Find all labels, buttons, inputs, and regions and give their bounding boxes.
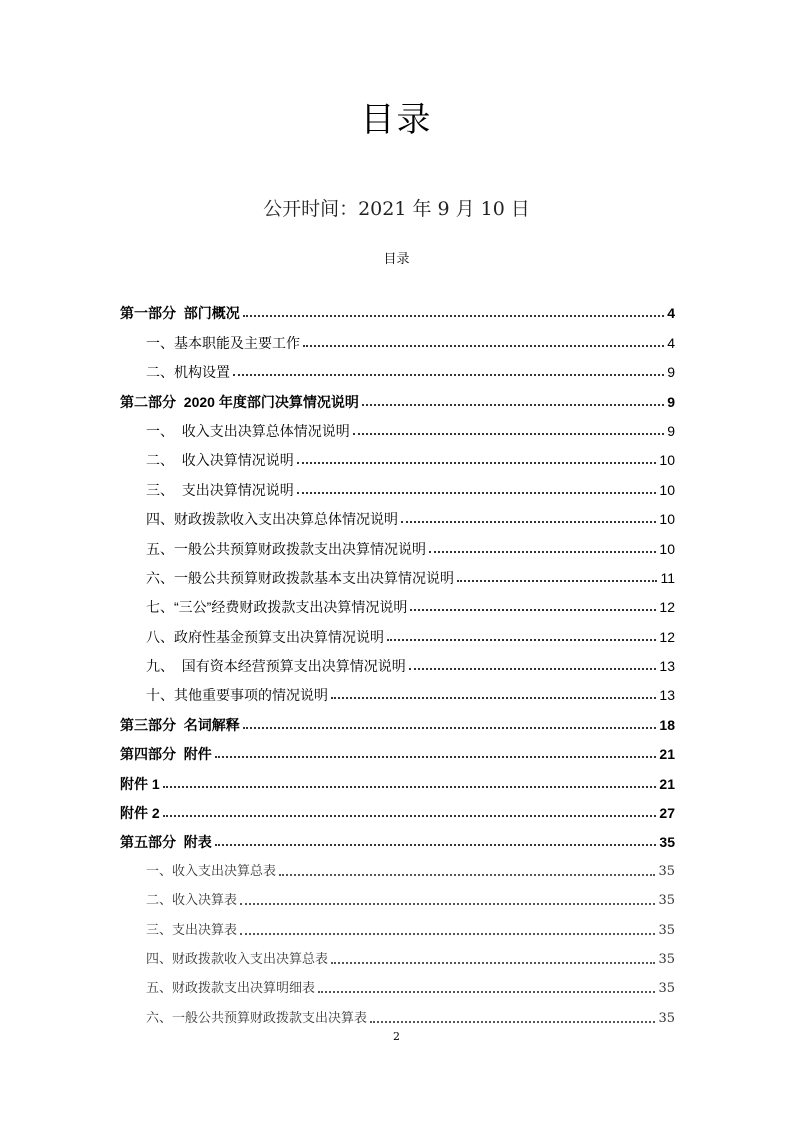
toc-entry[interactable] xyxy=(120,646,675,675)
toc-entry-page: 35 xyxy=(659,834,675,851)
toc-entry-text: 十、其他重要事项的情况说明 xyxy=(146,687,328,704)
toc-entry-page: 35 xyxy=(658,981,675,997)
dot-leader xyxy=(409,668,657,670)
toc-entry-text: 九、 国有资本经营预算支出决算情况说明 xyxy=(146,658,406,675)
toc-entry-text: 第五部分 附表 xyxy=(120,834,212,851)
page-number: 2 xyxy=(393,1030,400,1043)
dot-leader xyxy=(297,492,657,494)
dot-leader xyxy=(303,345,664,347)
dot-leader xyxy=(331,962,655,964)
dot-leader xyxy=(318,991,655,993)
toc-entry-text: 附件 1 xyxy=(120,775,160,792)
toc-entry-page: 10 xyxy=(659,540,675,557)
toc-entry[interactable] xyxy=(120,763,675,792)
toc-entry[interactable] xyxy=(120,675,675,704)
toc-entry-page: 35 xyxy=(658,893,675,909)
toc-entry-page: 35 xyxy=(658,922,675,938)
dot-leader xyxy=(362,404,664,406)
dot-leader xyxy=(279,874,655,876)
toc-entry-page: 35 xyxy=(658,1010,675,1026)
toc-entry-text: 三、 支出决算情况说明 xyxy=(146,481,294,498)
toc-entry-text: 一、基本职能及主要工作 xyxy=(146,334,300,351)
toc-entry-text: 三、支出决算表 xyxy=(146,922,238,938)
dot-leader xyxy=(429,551,656,553)
dot-leader xyxy=(370,1021,655,1023)
toc-entry[interactable] xyxy=(120,940,675,969)
toc-entry-page: 10 xyxy=(659,511,675,528)
toc-entry[interactable] xyxy=(120,969,675,998)
toc-entry-page: 9 xyxy=(667,393,675,410)
toc-entry-page: 4 xyxy=(667,305,675,322)
toc-entry-text: 一、收入支出决算总表 xyxy=(146,863,277,879)
dot-leader xyxy=(401,521,656,523)
toc-entry-text: 六、一般公共预算财政拨款基本支出决算情况说明 xyxy=(146,569,454,586)
dot-leader xyxy=(243,315,664,317)
toc-entry-page: 11 xyxy=(660,569,675,586)
toc-entry-page: 18 xyxy=(659,716,675,733)
toc-entry-text: 第一部分 部门概况 xyxy=(120,305,240,322)
dot-leader xyxy=(410,609,656,611)
dot-leader xyxy=(240,903,655,905)
toc-entry[interactable] xyxy=(120,322,675,351)
dot-leader xyxy=(457,580,657,582)
toc-entry-page: 9 xyxy=(667,364,675,381)
toc-entry[interactable] xyxy=(120,381,675,410)
toc-entry-text: 二、收入决算表 xyxy=(146,893,238,909)
page-title: 目录 xyxy=(360,100,433,140)
toc-entry-text: 第三部分 名词解释 xyxy=(120,716,240,733)
toc-entry[interactable] xyxy=(120,499,675,528)
dot-leader xyxy=(387,639,656,641)
toc-entry-page: 13 xyxy=(659,687,675,704)
toc-entry-text: 二、 收入决算情况说明 xyxy=(146,452,294,469)
toc-subtitle: 目录 xyxy=(383,252,410,267)
toc-entry-page: 12 xyxy=(659,628,675,645)
toc-entry-page: 9 xyxy=(667,422,675,439)
toc-entry-page: 35 xyxy=(658,951,675,967)
toc-entry-page: 4 xyxy=(667,334,675,351)
toc-entry[interactable] xyxy=(120,704,675,733)
dot-leader xyxy=(163,786,657,788)
toc-entry[interactable] xyxy=(120,411,675,440)
dot-leader xyxy=(297,462,657,464)
toc-entry-page: 12 xyxy=(659,599,675,616)
toc-entry-page: 13 xyxy=(659,658,675,675)
toc-entry[interactable] xyxy=(120,440,675,469)
toc-entry-text: 七、“三公”经费财政拨款支出决算情况说明 xyxy=(146,599,408,616)
toc-entry[interactable] xyxy=(120,881,675,910)
dot-leader xyxy=(331,697,656,699)
toc-entry[interactable] xyxy=(120,528,675,557)
toc-entry[interactable] xyxy=(120,293,675,322)
toc-entry[interactable] xyxy=(120,587,675,616)
dot-leader xyxy=(215,844,657,846)
toc-entry[interactable] xyxy=(120,851,675,880)
toc-entry-text: 五、一般公共预算财政拨款支出决算情况说明 xyxy=(146,540,426,557)
toc-entry-text: 第四部分 附件 xyxy=(120,746,212,763)
toc-entry-page: 21 xyxy=(659,775,675,792)
toc-entry[interactable] xyxy=(120,734,675,763)
toc-entry-text: 四、财政拨款收入支出决算总表 xyxy=(146,951,329,967)
toc-entry-text: 一、 收入支出决算总体情况说明 xyxy=(146,422,350,439)
toc-entry-text: 第二部分 2020 年度部门决算情况说明 xyxy=(120,393,359,410)
toc-entry-page: 21 xyxy=(659,746,675,763)
toc-entry[interactable] xyxy=(120,616,675,645)
dot-leader xyxy=(233,374,664,376)
dot-leader xyxy=(215,756,657,758)
toc-entry-text: 五、财政拨款支出决算明细表 xyxy=(146,981,316,997)
toc-entry-page: 35 xyxy=(658,863,675,879)
dot-leader xyxy=(353,433,664,435)
dot-leader xyxy=(243,727,657,729)
toc-entry-text: 八、政府性基金预算支出决算情况说明 xyxy=(146,628,384,645)
toc-entry[interactable] xyxy=(120,910,675,939)
publish-date: 公开时间：2021 年 9 月 10 日 xyxy=(263,198,530,220)
toc-entry-text: 二、机构设置 xyxy=(146,364,230,381)
dot-leader xyxy=(163,815,657,817)
toc-entry[interactable] xyxy=(120,469,675,498)
toc-entry-page: 10 xyxy=(659,452,675,469)
toc-entry[interactable] xyxy=(120,998,675,1027)
toc-entry[interactable] xyxy=(120,352,675,381)
toc-entry[interactable] xyxy=(120,558,675,587)
toc-entry-text: 六、一般公共预算财政拨款支出决算表 xyxy=(146,1010,368,1026)
table-of-contents xyxy=(120,293,675,1028)
toc-entry-text: 四、财政拨款收入支出决算总体情况说明 xyxy=(146,511,398,528)
toc-entry-page: 10 xyxy=(659,481,675,498)
toc-entry[interactable] xyxy=(120,822,675,851)
toc-entry[interactable] xyxy=(120,793,675,822)
toc-entry-text: 附件 2 xyxy=(120,805,160,822)
toc-entry-page: 27 xyxy=(659,805,675,822)
dot-leader xyxy=(240,933,655,935)
